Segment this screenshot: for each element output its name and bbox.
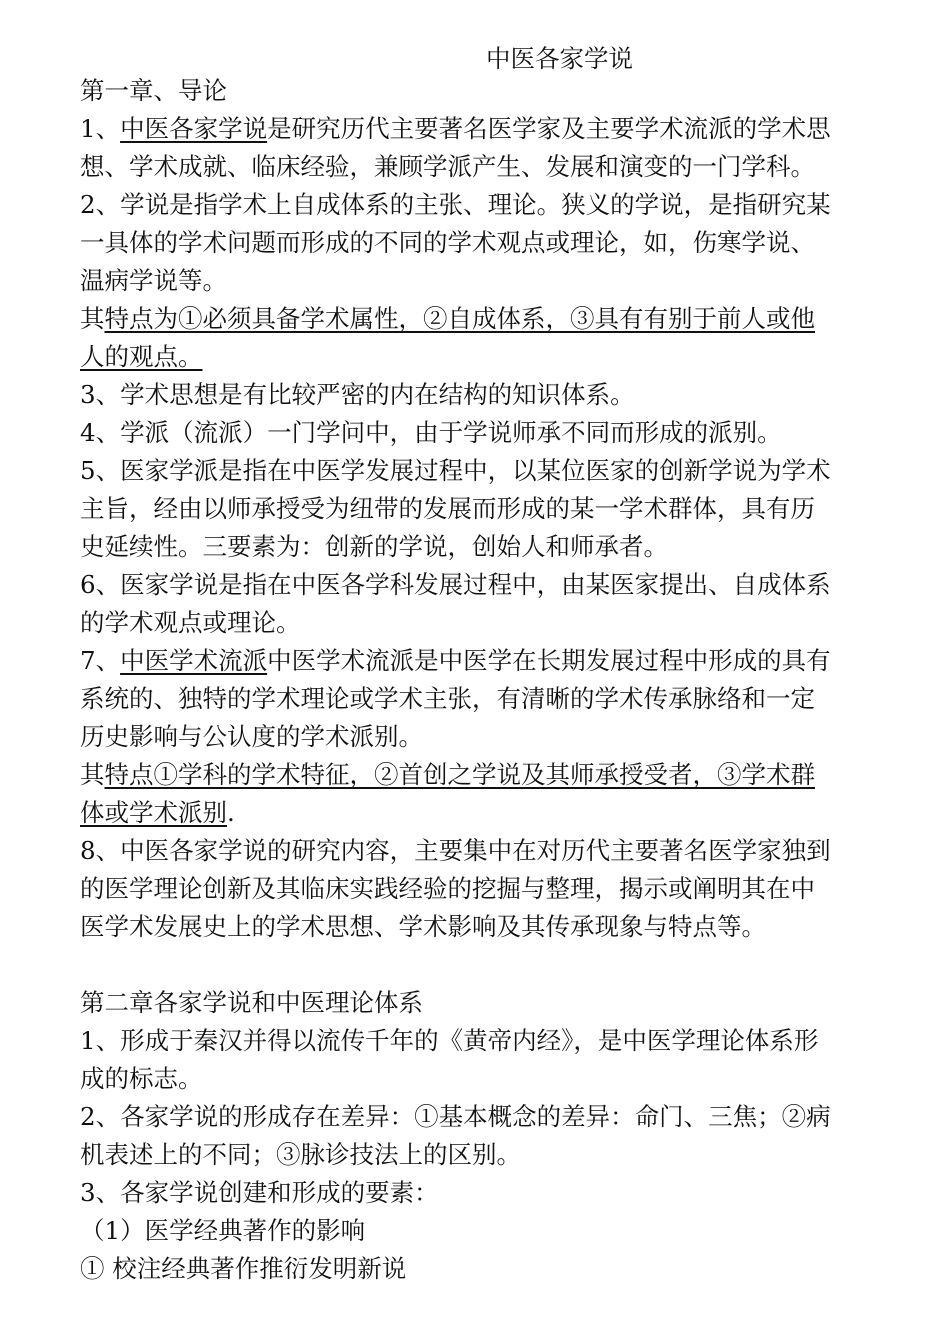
sub-item-2-3-1: （1）医学经典著作的影响: [80, 1216, 366, 1245]
text-line: 2、各家学说的形成存在差异：①基本概念的差异：命门、三焦；②病: [80, 1102, 831, 1131]
underlined-text: 人的观点。: [80, 342, 203, 371]
paragraph-1-3: 3、学术思想是有比较严密的内在结构的知识体系。: [80, 380, 635, 409]
paragraph-1-5: [80, 452, 870, 566]
text-line: 一具体的学术问题而形成的不同的学术观点或理论，如，伤寒学说、: [80, 228, 815, 257]
text-line: 想、学术成就、临床经验，兼顾学派产生、发展和演变的一门学科。: [80, 152, 815, 181]
underlined-text: 体或学术派别: [80, 798, 227, 827]
text-line: 史延续性。三要素为：创新的学说，创始人和师承者。: [80, 532, 668, 561]
paragraph-1-2: [80, 186, 870, 300]
chapter-2-heading: 第二章各家学说和中医理论体系: [80, 988, 423, 1017]
text: 中医学术流派是中医学在长期发展过程中形成的具有: [267, 646, 831, 675]
blank-line: [80, 946, 870, 984]
underlined-text: 特点①学科的学术特征，②首创之学说及其师承授受者，③学术群: [104, 760, 815, 789]
item-number: 7、: [80, 646, 121, 675]
document-title: 中医各家学说: [486, 44, 633, 73]
underlined-text: 特点为①必须具备学术属性，②自成体系，③具有有别于前人或他: [104, 304, 815, 333]
text-line: 的学术观点或理论。: [80, 608, 301, 637]
paragraph-2-3: 3、各家学说创建和形成的要素：: [80, 1178, 439, 1207]
text-line: 温病学说等。: [80, 266, 227, 295]
text-line: 5、医家学派是指在中医学发展过程中，以某位医家的创新学说为学术: [80, 456, 831, 485]
text-line: 成的标志。: [80, 1064, 203, 1093]
paragraph-1-1: [80, 110, 870, 186]
text-line: 医学术发展史上的学术思想、学术影响及其传承现象与特点等。: [80, 912, 766, 941]
text-line: 历史影响与公认度的学术派别。: [80, 722, 423, 751]
paragraph-1-7: [80, 642, 870, 756]
text-line: 8、中医各家学说的研究内容，主要集中在对历代主要著名医学家独到: [80, 836, 831, 865]
text-line: 主旨，经由以师承授受为纽带的发展而形成的某一学术群体，具有历: [80, 494, 815, 523]
text: 其: [80, 304, 105, 333]
paragraph-2-2: [80, 1098, 870, 1174]
underlined-term: 中医学术流派: [120, 646, 268, 675]
text-line: 2、学说是指学术上自成体系的主张、理论。狭义的学说，是指研究某: [80, 190, 831, 219]
text: 是研究历代主要著名医学家及主要学术流派的学术思: [267, 114, 831, 143]
paragraph-2-1: [80, 1022, 870, 1098]
text-line: 1、形成于秦汉并得以流传千年的《黄帝内经》，是中医学理论体系形: [80, 1026, 819, 1055]
text-line: 机表述上的不同；③脉诊技法上的区别。: [80, 1140, 521, 1169]
paragraph-1-8: [80, 832, 870, 946]
paragraph-1-2-features: [80, 300, 870, 376]
underlined-term: 中医各家学说: [120, 114, 268, 143]
text-line: 系统的、独特的学术理论或学术主张，有清晰的学术传承脉络和一定: [80, 684, 815, 713]
paragraph-1-4: 4、学派（流派）一门学问中，由于学说师承不同而形成的派别。: [80, 418, 782, 447]
text: 其: [80, 760, 105, 789]
item-number: 1、: [80, 114, 121, 143]
sub-item-2-3-1-a: ① 校注经典著作推衍发明新说: [80, 1254, 407, 1283]
text-line: 的医学理论创新及其临床实践经验的挖掘与整理，揭示或阐明其在中: [80, 874, 815, 903]
chapter-1-heading: 第一章、导论: [80, 76, 227, 105]
document-body: [80, 72, 870, 1288]
paragraph-1-7-features: [80, 756, 870, 832]
paragraph-1-6: [80, 566, 870, 642]
text: .: [227, 798, 235, 827]
text-line: 6、医家学说是指在中医各学科发展过程中，由某医家提出、自成体系: [80, 570, 831, 599]
